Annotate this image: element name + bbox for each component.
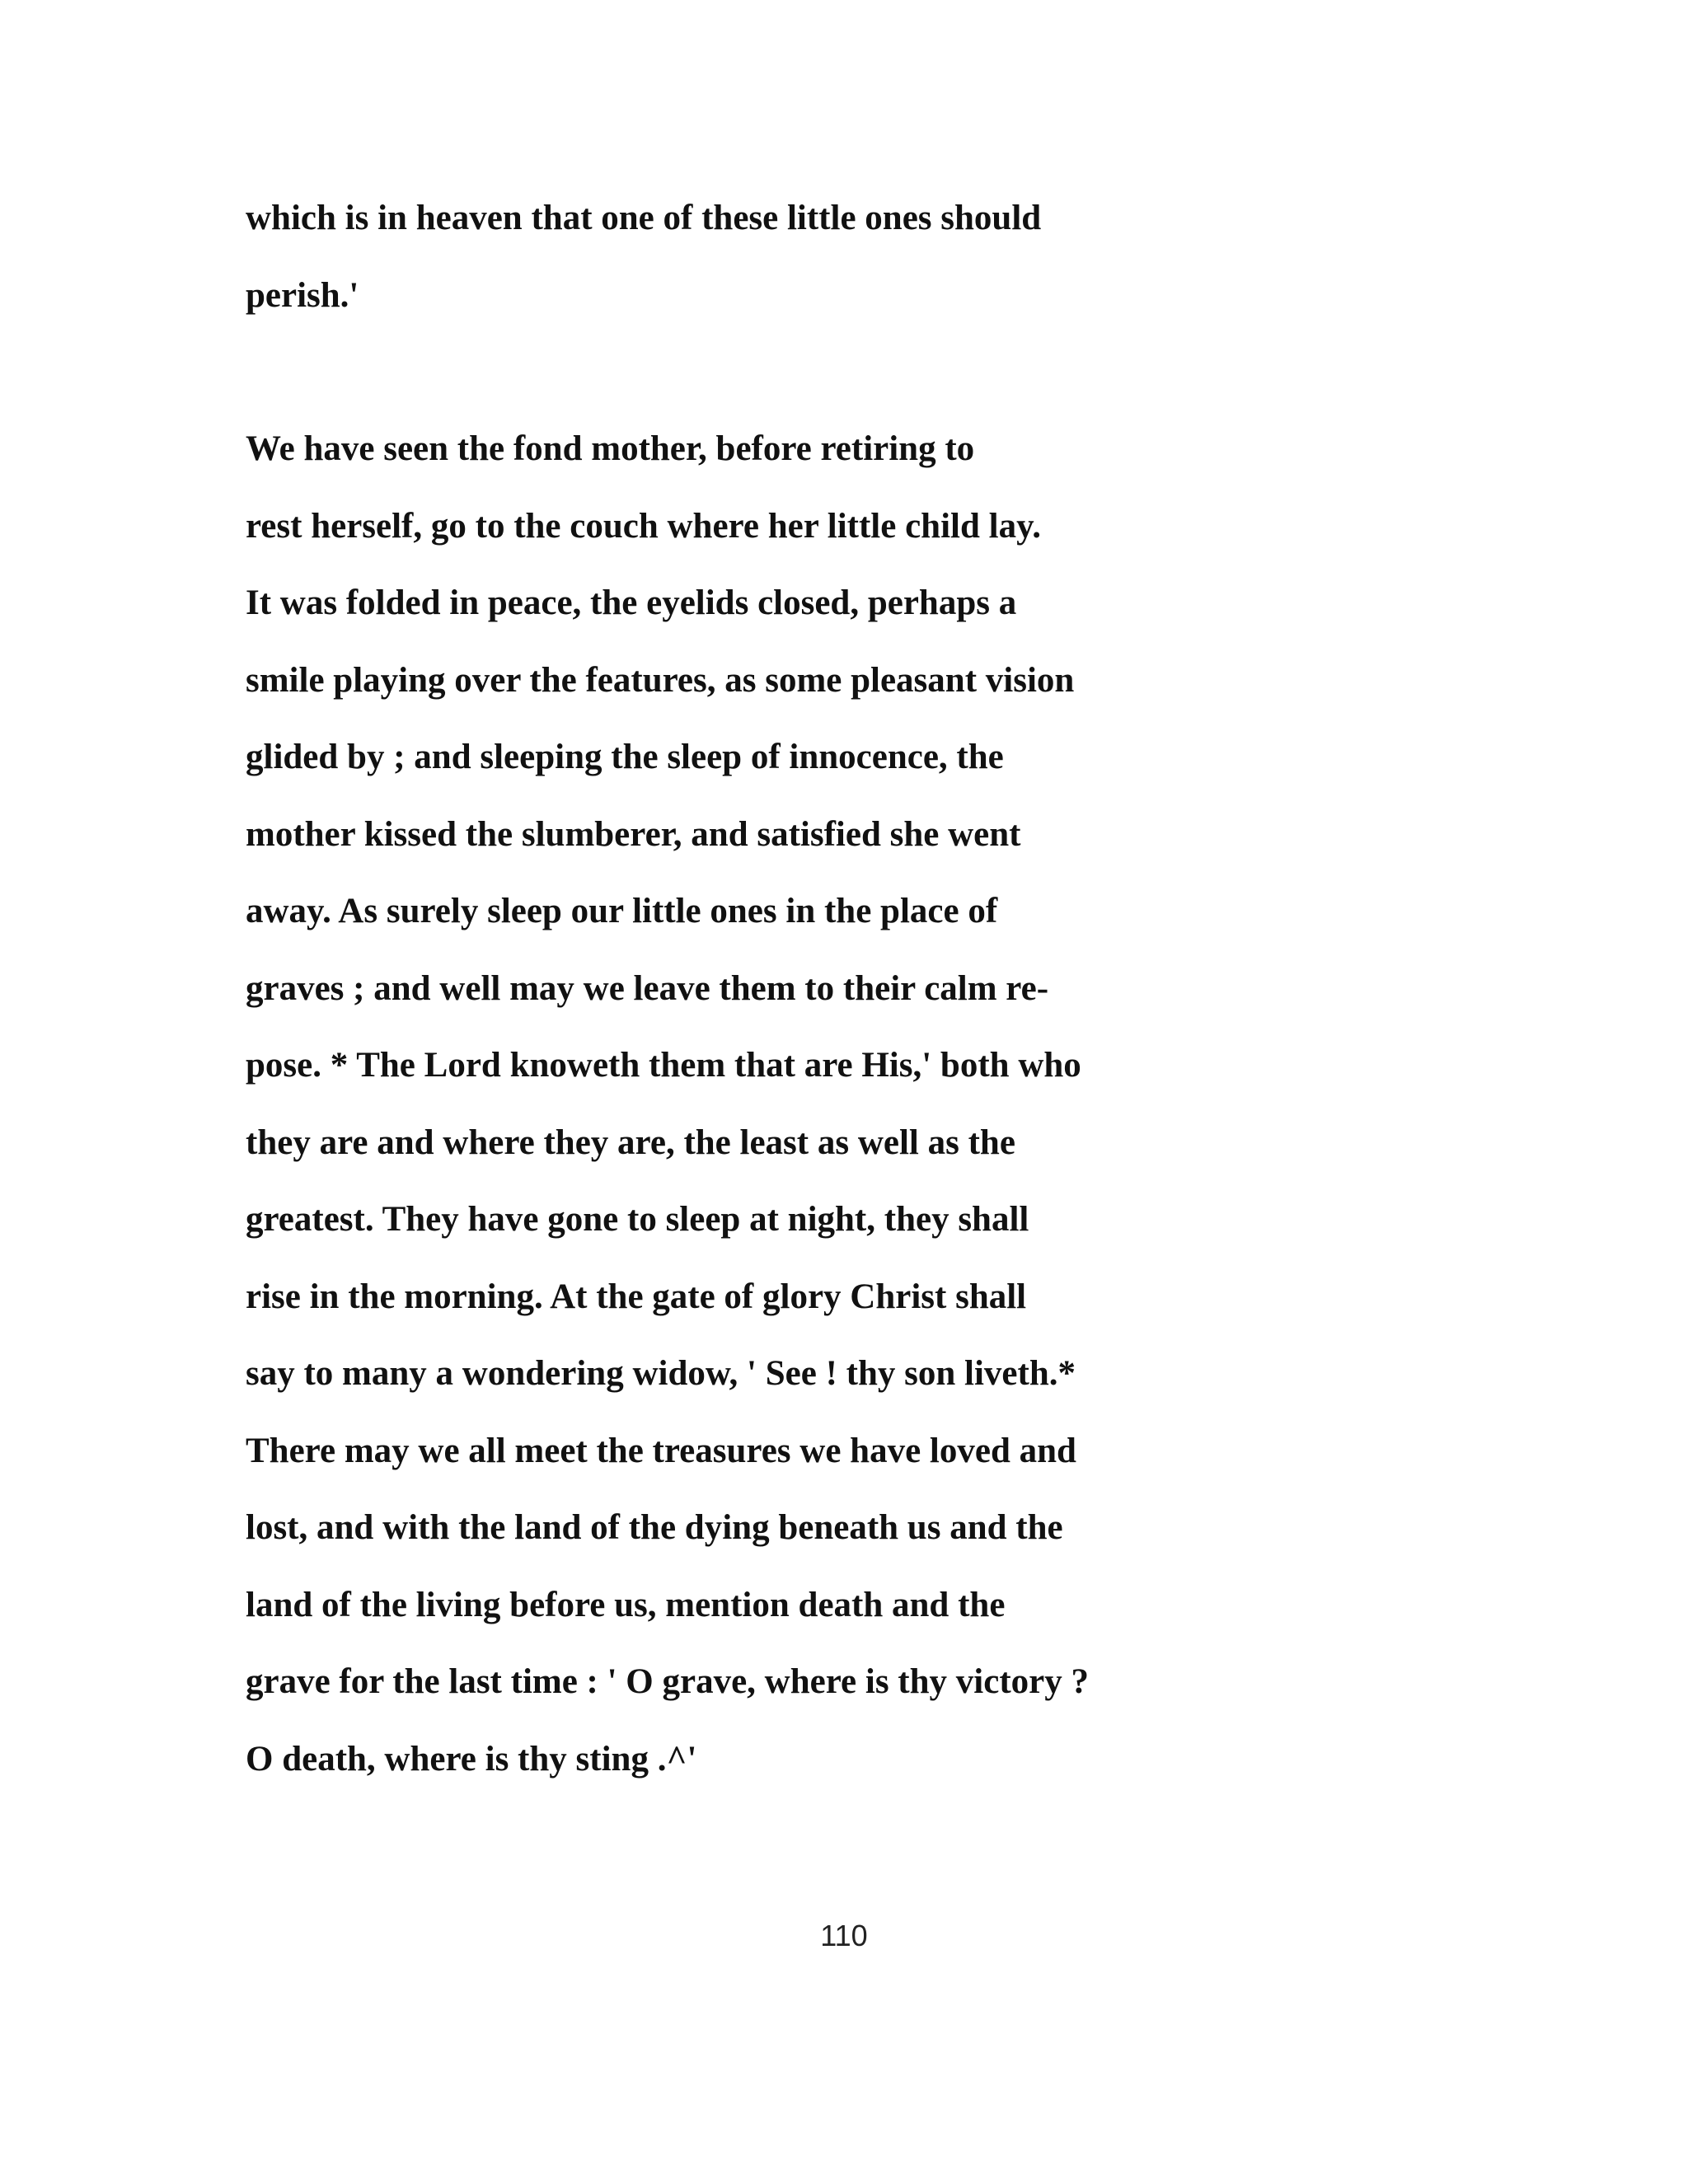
text-line: There may we all meet the treasures we have loved and [246, 1431, 1076, 1470]
text-line: greatest. They have gone to sleep at night, they shall [246, 1200, 1029, 1239]
text-line: away. As surely sleep our little ones in the place of [246, 892, 998, 930]
page-number: 110 [820, 1919, 868, 1952]
paragraph-1 [246, 180, 1482, 334]
paragraph-2 [246, 410, 1482, 1797]
text-line: mother kissed the slumberer, and satisfied she went [246, 814, 1021, 854]
text-line: they are and where they are, the least as well as the [246, 1122, 1015, 1162]
text-line: rest herself, go to the couch where her little child lay. [246, 506, 1041, 546]
text-line: land of the living before us, mention death and the [246, 1585, 1006, 1624]
text-line: which is in heaven that one of these little ones should [246, 199, 1042, 237]
text-line: pose. * The Lord knoweth them that are His,' both who [246, 1046, 1081, 1085]
text-line: graves ; and well may we leave them to their calm re- [246, 968, 1049, 1008]
text-line: lost, and with the land of the dying beneath us and the [246, 1508, 1063, 1547]
text-line: perish.' [246, 275, 359, 315]
text-line: glided by ; and sleeping the sleep of innocence, the [246, 738, 1004, 776]
text-line: O death, where is thy sting .^' [246, 1739, 697, 1779]
text-line: grave for the last time : ' O grave, where is thy victory ? [246, 1662, 1089, 1701]
text-line: smile playing over the features, as some pleasant vision [246, 660, 1075, 700]
text-line: say to many a wondering widow, ' See ! thy son liveth.* [246, 1354, 1076, 1393]
text-line: We have seen the fond mother, before retiring to [246, 429, 975, 468]
text-line: It was folded in peace, the eyelids closed, perhaps a [246, 583, 1017, 622]
text-line: rise in the morning. At the gate of glory Christ shall [246, 1277, 1027, 1316]
